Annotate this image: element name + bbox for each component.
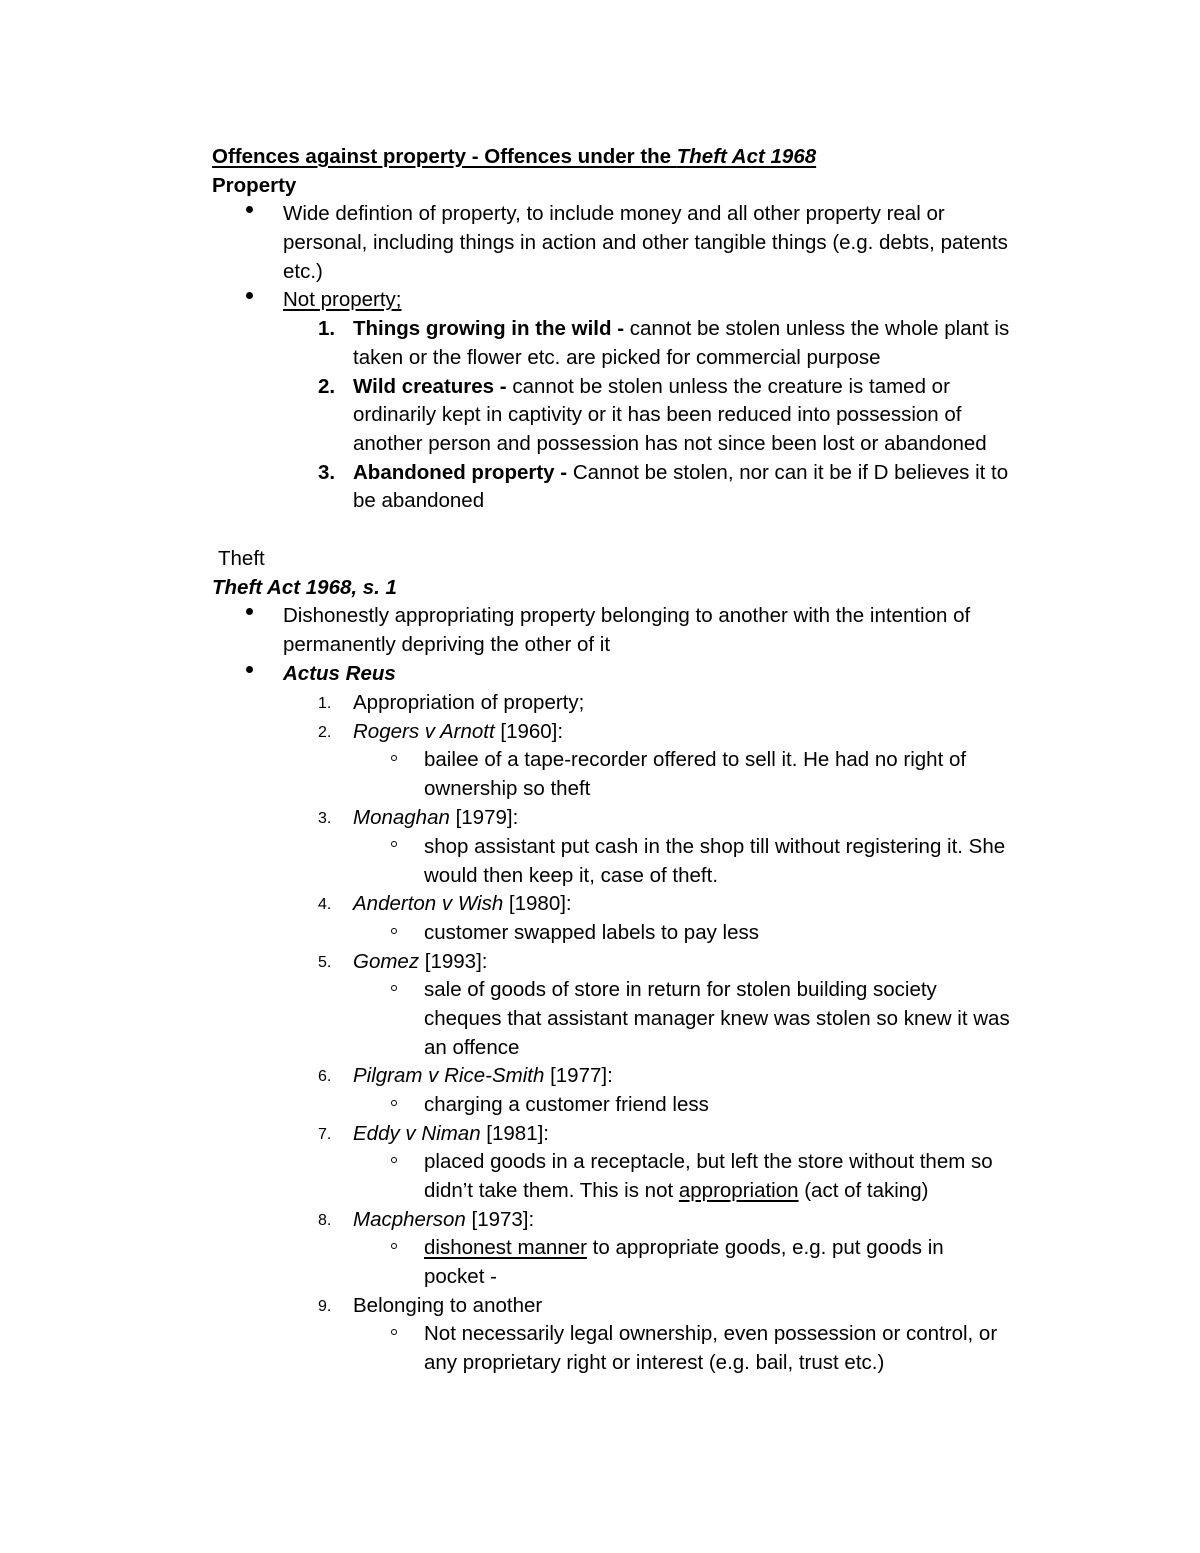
list-number: 3. bbox=[318, 810, 332, 827]
case-name: Gomez bbox=[353, 950, 420, 973]
case-name: Anderton v Wish bbox=[353, 892, 504, 915]
title-act: Theft Act 1968 bbox=[676, 145, 817, 168]
list-number: 2. bbox=[318, 375, 336, 398]
list-number: 3. bbox=[318, 461, 336, 484]
property-definition-line: Wide defintion of property, to include money and all other property real or bbox=[283, 202, 945, 225]
case-note: pocket - bbox=[424, 1265, 497, 1288]
case-citation bbox=[353, 806, 518, 830]
case-name: Monaghan bbox=[353, 806, 450, 829]
circle-bullet-icon bbox=[391, 1100, 397, 1106]
list-item-heading: Wild creatures - bbox=[353, 375, 513, 398]
case-note: shop assistant put cash in the shop till without registering it. She bbox=[424, 835, 1006, 858]
case-note: would then keep it, case of theft. bbox=[424, 864, 719, 887]
case-note bbox=[424, 1236, 944, 1260]
case-citation bbox=[353, 1208, 534, 1232]
list-item-text: be abandoned bbox=[353, 489, 485, 512]
case-citation bbox=[353, 892, 572, 916]
theft-definition-line: Dishonestly appropriating property belonging to another with the intention of bbox=[283, 604, 971, 627]
case-year: [1973]: bbox=[465, 1208, 535, 1231]
dishonest-manner-term: dishonest manner bbox=[424, 1236, 587, 1259]
theft-act-reference: Theft Act 1968, s. 1 bbox=[212, 576, 397, 599]
document-title bbox=[212, 145, 816, 169]
list-number: 5. bbox=[318, 954, 332, 971]
case-note: sale of goods of store in return for stolen building society bbox=[424, 978, 937, 1001]
list-item-heading: Abandoned property - bbox=[353, 461, 573, 484]
list-item-text: ordinarily kept in captivity or it has been reduced into possession of bbox=[353, 403, 962, 426]
list-number: 7. bbox=[318, 1126, 332, 1143]
case-citation bbox=[353, 720, 563, 744]
case-name: Pilgram v Rice-Smith bbox=[353, 1064, 545, 1087]
list-number: 1. bbox=[318, 317, 336, 340]
list-item-text: cannot be stolen unless the creature is tamed or bbox=[512, 375, 950, 398]
case-note: customer swapped labels to pay less bbox=[424, 921, 760, 944]
case-note-text: didn’t take them. This is not bbox=[424, 1179, 679, 1202]
case-name: Rogers v Arnott bbox=[353, 720, 495, 743]
circle-bullet-icon bbox=[391, 928, 397, 934]
bullet-icon bbox=[246, 206, 253, 213]
list-item-text: cannot be stolen unless the whole plant is bbox=[629, 317, 1010, 340]
bullet-icon bbox=[246, 666, 253, 673]
actus-reus-heading: Actus Reus bbox=[283, 662, 396, 685]
bullet-icon bbox=[246, 292, 253, 299]
list-number: 2. bbox=[318, 724, 332, 741]
case-note: Not necessarily legal ownership, even possession or control, or bbox=[424, 1322, 998, 1345]
case-year: [1981]: bbox=[480, 1122, 549, 1145]
case-citation bbox=[353, 1122, 549, 1146]
property-heading: Property bbox=[212, 174, 297, 197]
case-year: [1960]: bbox=[494, 720, 564, 743]
title-text: Offences against property - Offences under the bbox=[212, 145, 677, 168]
case-note: an offence bbox=[424, 1036, 520, 1059]
case-year: [1980]: bbox=[503, 892, 572, 915]
not-property-label: Not property; bbox=[283, 288, 402, 311]
case-year: [1993]: bbox=[419, 950, 488, 973]
case-citation bbox=[353, 1064, 613, 1088]
list-item-heading: Things growing in the wild - bbox=[353, 317, 630, 340]
circle-bullet-icon bbox=[391, 755, 397, 761]
list-item bbox=[353, 461, 1008, 485]
case-note: charging a customer friend less bbox=[424, 1093, 709, 1116]
appropriation-term: appropriation bbox=[678, 1179, 799, 1202]
list-number: 1. bbox=[318, 695, 332, 712]
case-note bbox=[424, 1179, 928, 1203]
list-number: 4. bbox=[318, 896, 332, 913]
circle-bullet-icon bbox=[391, 841, 397, 847]
case-note-text: to appropriate goods, e.g. put goods in bbox=[586, 1236, 944, 1259]
list-number: 9. bbox=[318, 1298, 332, 1315]
list-item-text: Appropriation of property; bbox=[353, 691, 585, 714]
circle-bullet-icon bbox=[391, 1243, 397, 1249]
list-item-text: Cannot be stolen, nor can it be if D believes it to bbox=[572, 461, 1009, 484]
theft-definition-line: permanently depriving the other of it bbox=[283, 633, 611, 656]
case-note: bailee of a tape-recorder offered to sell it. He had no right of bbox=[424, 748, 967, 771]
case-note-text: (act of taking) bbox=[798, 1179, 929, 1202]
theft-heading: Theft bbox=[218, 547, 265, 570]
list-number: 6. bbox=[318, 1068, 332, 1085]
list-item-text: Belonging to another bbox=[353, 1294, 543, 1317]
case-note: any proprietary right or interest (e.g. bail, trust etc.) bbox=[424, 1351, 885, 1374]
circle-bullet-icon bbox=[391, 985, 397, 991]
case-year: [1977]: bbox=[544, 1064, 613, 1087]
case-note: placed goods in a receptacle, but left the store without them so bbox=[424, 1150, 993, 1173]
case-citation bbox=[353, 950, 487, 974]
list-item bbox=[353, 375, 950, 399]
list-item-text: taken or the flower etc. are picked for commercial purpose bbox=[353, 346, 881, 369]
circle-bullet-icon bbox=[391, 1329, 397, 1335]
list-number: 8. bbox=[318, 1212, 332, 1229]
circle-bullet-icon bbox=[391, 1157, 397, 1163]
case-name: Eddy v Niman bbox=[353, 1122, 481, 1145]
case-name: Macpherson bbox=[353, 1208, 466, 1231]
case-note: ownership so theft bbox=[424, 777, 591, 800]
bullet-icon bbox=[246, 608, 253, 615]
property-definition-line: etc.) bbox=[283, 260, 323, 283]
list-item bbox=[353, 317, 1009, 341]
list-item-text: another person and possession has not since been lost or abandoned bbox=[353, 432, 987, 455]
property-definition-line: personal, including things in action and other tangible things (e.g. debts, patents bbox=[283, 231, 1008, 254]
case-year: [1979]: bbox=[449, 806, 519, 829]
case-note: cheques that assistant manager knew was stolen so knew it was bbox=[424, 1007, 1010, 1030]
